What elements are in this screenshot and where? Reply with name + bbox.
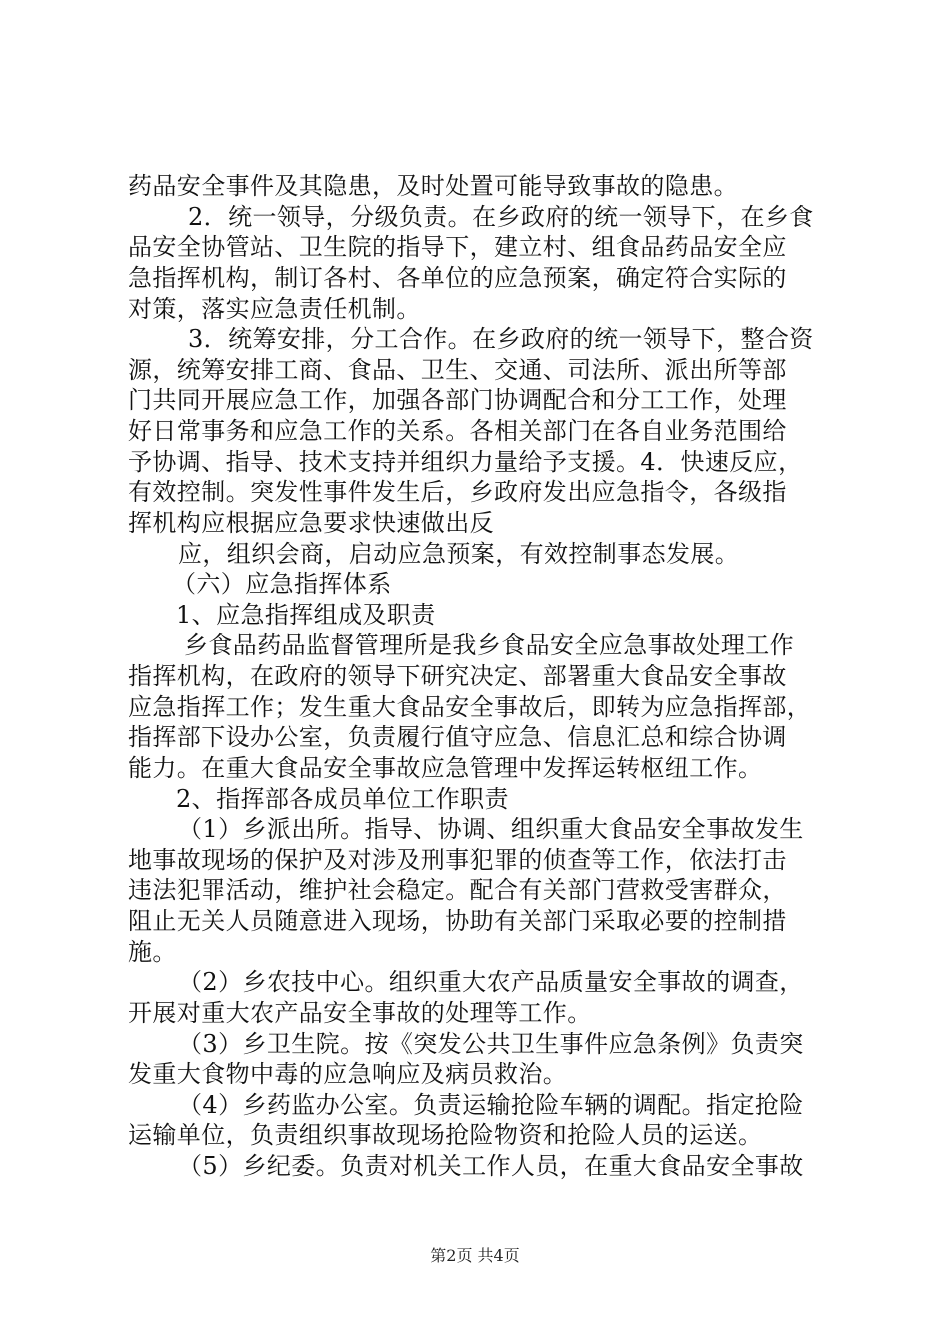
text-line: 药品安全事件及其隐患，及时处置可能导致事故的隐患。	[128, 172, 738, 200]
text-line: 门共同开展应急工作，加强各部门协调配合和分工工作，处理	[128, 386, 787, 414]
text-line: 3．统筹安排，分工合作。在乡政府的统一领导下，整合资	[188, 325, 814, 353]
text-line: 开展对重大农产品安全事故的处理等工作。	[128, 999, 592, 1027]
text-line: 阻止无关人员随意进入现场，协助有关部门采取必要的控制措	[128, 907, 787, 935]
text-line: 挥机构应根据应急要求快速做出反	[128, 509, 494, 537]
text-line: （1）乡派出所。指导、协调、组织重大食品安全事故发生	[178, 815, 804, 843]
text-line: 违法犯罪活动，维护社会稳定。配合有关部门营救受害群众，	[128, 876, 787, 904]
text-line: 有效控制。突发性事件发生后，乡政府发出应急指令，各级指	[128, 478, 787, 506]
text-line: 应，组织会商，启动应急预案，有效控制事态发展。	[178, 540, 740, 568]
text-line: （3）乡卫生院。按《突发公共卫生事件应急条例》负责突	[178, 1030, 804, 1058]
text-line: 源，统筹安排工商、食品、卫生、交通、司法所、派出所等部	[128, 356, 787, 384]
text-line: 急指挥机构，制订各村、各单位的应急预案，确定符合实际的	[128, 264, 787, 292]
page-number-footer: 第2页 共4页	[430, 1246, 520, 1265]
text-line: （2）乡农技中心。组织重大农产品质量安全事故的调查，	[178, 968, 804, 996]
subsection-heading: 2、指挥部各成员单位工作职责	[176, 785, 509, 813]
text-line: 乡食品药品监督管理所是我乡食品安全应急事故处理工作	[184, 631, 794, 659]
section-heading: （六）应急指挥体系	[172, 570, 392, 598]
text-line: （4）乡药监办公室。负责运输抢险车辆的调配。指定抢险	[178, 1091, 804, 1119]
text-line: 应急指挥工作；发生重大食品安全事故后，即转为应急指挥部，	[128, 693, 812, 721]
text-line: 指挥部下设办公室，负责履行值守应急、信息汇总和综合协调	[128, 723, 787, 751]
text-line: 品安全协管站、卫生院的指导下，建立村、组食品药品安全应	[128, 233, 787, 261]
text-line: 予协调、指导、技术支持并组织力量给予支援。4．快速反应，	[128, 448, 803, 476]
text-line: 运输单位，负责组织事故现场抢险物资和抢险人员的运送。	[128, 1121, 763, 1149]
text-line: 施。	[128, 938, 177, 966]
text-line: 地事故现场的保护及对涉及刑事犯罪的侦查等工作，依法打击	[128, 846, 787, 874]
text-line: （5）乡纪委。负责对机关工作人员，在重大食品安全事故	[178, 1152, 804, 1180]
text-line: 对策，落实应急责任机制。	[128, 295, 421, 323]
subsection-heading: 1、应急指挥组成及职责	[176, 601, 436, 629]
text-line: 指挥机构，在政府的领导下研究决定、部署重大食品安全事故	[128, 662, 787, 690]
text-line: 能力。在重大食品安全事故应急管理中发挥运转枢纽工作。	[128, 754, 763, 782]
text-line: 2．统一领导，分级负责。在乡政府的统一领导下，在乡食	[188, 203, 814, 231]
text-line: 发重大食物中毒的应急响应及病员救治。	[128, 1060, 568, 1088]
text-line: 好日常事务和应急工作的关系。各相关部门在各自业务范围给	[128, 417, 787, 445]
